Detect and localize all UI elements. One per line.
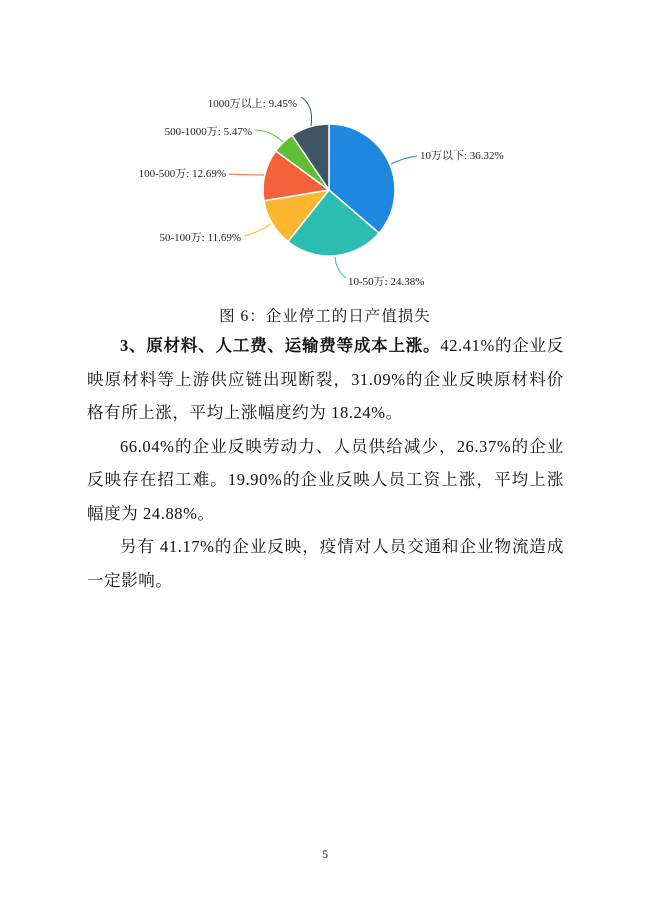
leader-line-100-500万 xyxy=(229,174,264,175)
pie-label-100-500万: 100-500万: 12.69% xyxy=(138,168,226,180)
leader-line-1000万以上 xyxy=(301,97,312,126)
paragraph-labor: 66.04%的企业反映劳动力、人员供给减少，26.37%的企业反映存在招工难。19.90%的企业反映人员工资上涨，平均上涨幅度为 24.88%。 xyxy=(87,436,564,523)
pie-label-500-1000万: 500-1000万: 5.47% xyxy=(164,126,252,138)
paragraph-costs-rest: 42.41%的企业反映原材料等上游供应链出现断裂，31.09%的企业反映原材料价格有所上涨，平均上涨幅度约为 18.24%。 xyxy=(87,336,564,422)
pie-chart xyxy=(0,85,650,300)
body-text xyxy=(87,329,564,597)
page-number: 5 xyxy=(322,847,328,861)
leader-line-10-50万 xyxy=(335,257,346,278)
pie-label-1000万以上: 1000万以上: 9.45% xyxy=(207,98,297,110)
figure-caption: 图 6：企业停工的日产值损失 xyxy=(219,308,431,325)
leader-line-50-100万 xyxy=(244,224,271,236)
pie-label-10-50万: 10-50万: 24.38% xyxy=(348,276,425,288)
pie-label-50-100万: 50-100万: 11.69% xyxy=(159,232,241,244)
paragraph-logistics: 另有 41.17%的企业反映，疫情对人员交通和企业物流造成一定影响。 xyxy=(87,537,564,590)
paragraph-costs xyxy=(87,329,564,430)
paragraph-costs-heading: 3、原材料、人工费、运输费等成本上涨。 xyxy=(120,336,441,355)
pie-chart-svg xyxy=(0,85,650,300)
leader-line-500-1000万 xyxy=(255,130,283,142)
pie-label-10万以下: 10万以下: 36.32% xyxy=(420,150,504,162)
leader-line-10万以下 xyxy=(391,156,417,164)
